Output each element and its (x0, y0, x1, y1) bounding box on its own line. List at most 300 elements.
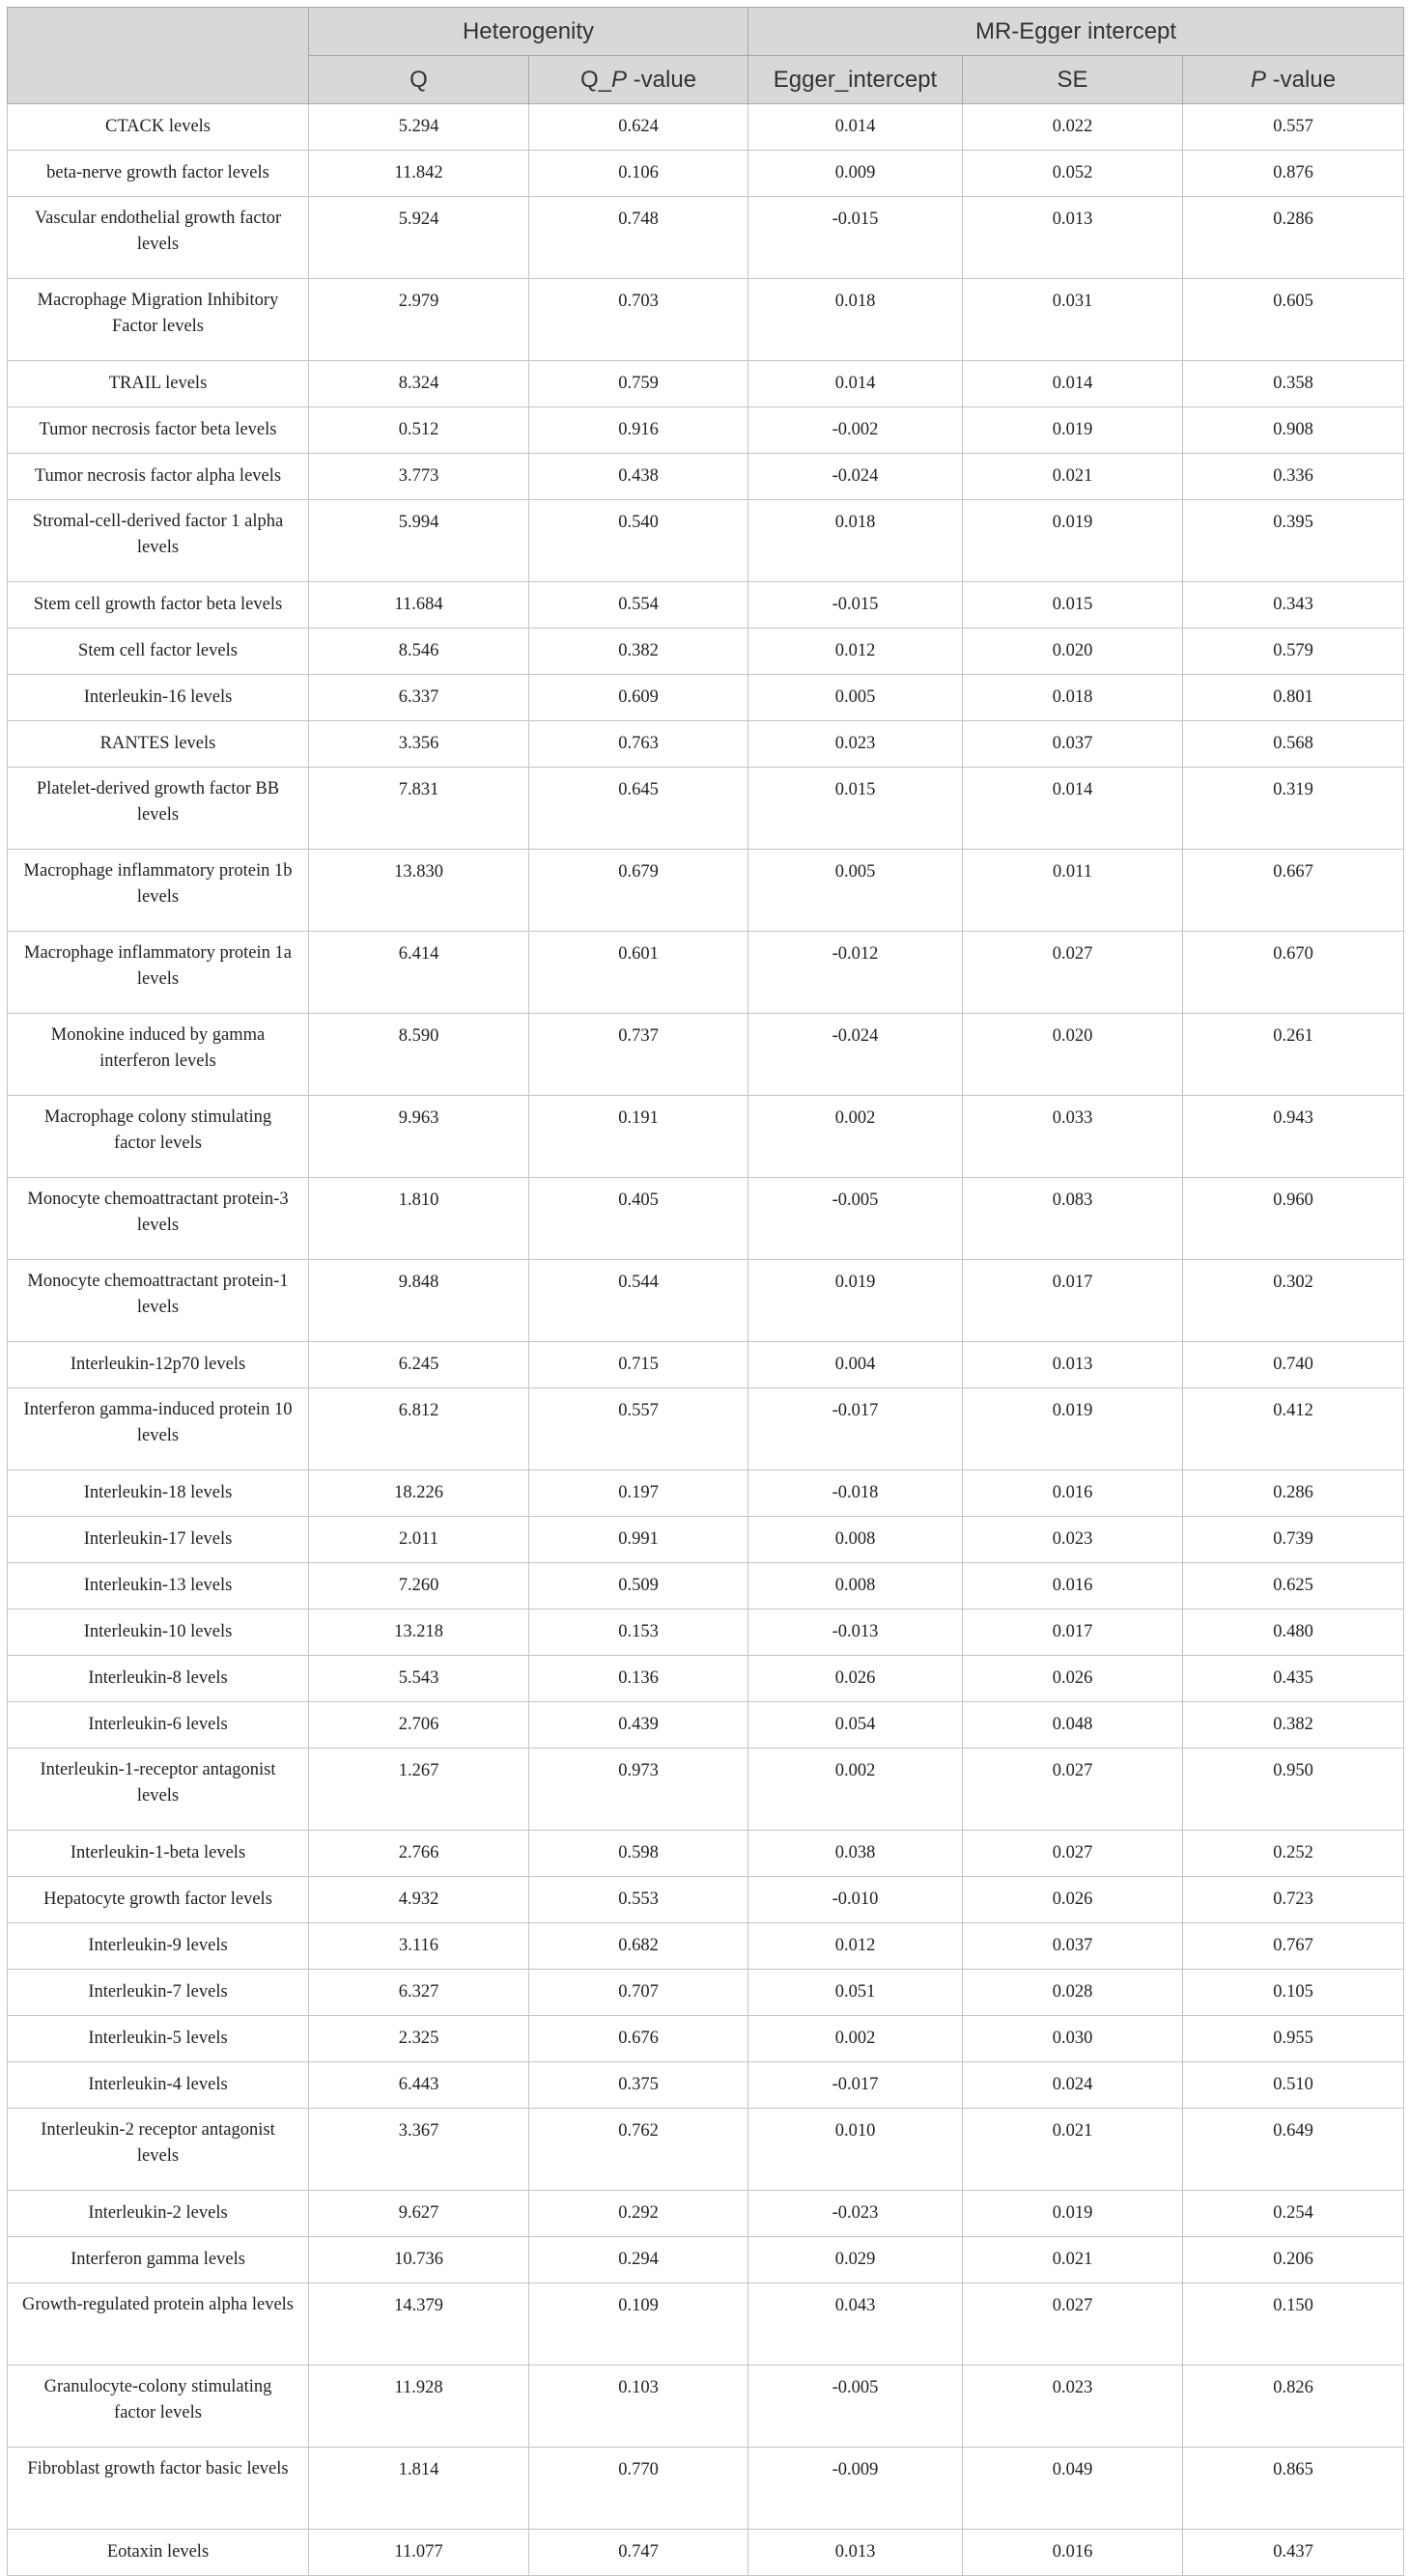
table-row (8, 582, 1404, 629)
results-table-container (7, 7, 1403, 2576)
cell-se: 0.037 (963, 1923, 1183, 1970)
cell-se: 0.018 (963, 675, 1183, 721)
cell-egger-intercept: 0.004 (748, 1342, 963, 1388)
cell-egger-intercept: -0.009 (748, 2448, 963, 2530)
cell-q: 0.512 (309, 407, 529, 454)
cell-q: 5.543 (309, 1656, 529, 1702)
cell-p-value: 0.943 (1183, 1096, 1404, 1178)
header-q-p-prefix: Q_ (579, 66, 611, 93)
cell-q-p-value: 0.109 (529, 2283, 748, 2366)
table-row (8, 1342, 1404, 1388)
cell-q: 6.337 (309, 675, 529, 721)
cell-name: Macrophage inflammatory protein 1a levels (8, 932, 309, 1014)
cell-q: 6.812 (309, 1388, 529, 1470)
cell-name: Interleukin-1-receptor antagonist levels (8, 1749, 309, 1831)
cell-se: 0.024 (963, 2062, 1183, 2109)
cell-name: Tumor necrosis factor beta levels (8, 407, 309, 454)
cell-se: 0.027 (963, 1749, 1183, 1831)
cell-p-value: 0.302 (1183, 1260, 1404, 1342)
cell-p-value: 0.510 (1183, 2062, 1404, 2109)
cell-name: Tumor necrosis factor alpha levels (8, 454, 309, 500)
table-row (8, 1970, 1404, 2016)
cell-q: 7.831 (309, 768, 529, 850)
table-row (8, 1877, 1404, 1923)
cell-egger-intercept: 0.019 (748, 1260, 963, 1342)
cell-egger-intercept: -0.005 (748, 1178, 963, 1260)
cell-egger-intercept: -0.015 (748, 582, 963, 629)
table-row (8, 768, 1404, 850)
cell-egger-intercept: 0.002 (748, 1749, 963, 1831)
header-p-suffix: -value (1266, 66, 1337, 93)
cell-name: Interleukin-10 levels (8, 1610, 309, 1656)
cell-se: 0.014 (963, 361, 1183, 407)
cell-q-p-value: 0.679 (529, 850, 748, 932)
cell-se: 0.083 (963, 1178, 1183, 1260)
cell-name: CTACK levels (8, 104, 309, 151)
table-row (8, 1923, 1404, 1970)
cell-q-p-value: 0.682 (529, 1923, 748, 1970)
cell-se: 0.027 (963, 2283, 1183, 2366)
cell-q-p-value: 0.601 (529, 932, 748, 1014)
cell-p-value: 0.723 (1183, 1877, 1404, 1923)
table-row (8, 1656, 1404, 1702)
cell-egger-intercept: 0.002 (748, 2016, 963, 2062)
cell-egger-intercept: -0.013 (748, 1610, 963, 1656)
cell-egger-intercept: -0.018 (748, 1470, 963, 1517)
cell-q: 2.766 (309, 1831, 529, 1877)
cell-se: 0.027 (963, 1831, 1183, 1877)
cell-q: 13.830 (309, 850, 529, 932)
cell-q-p-value: 0.439 (529, 1702, 748, 1749)
table-row (8, 2109, 1404, 2191)
cell-se: 0.017 (963, 1610, 1183, 1656)
table-row (8, 1610, 1404, 1656)
cell-egger-intercept: -0.012 (748, 932, 963, 1014)
cell-q: 9.627 (309, 2191, 529, 2237)
cell-name: Interleukin-1-beta levels (8, 1831, 309, 1877)
cell-egger-intercept: 0.029 (748, 2237, 963, 2283)
cell-q: 14.379 (309, 2283, 529, 2366)
cell-egger-intercept: -0.015 (748, 197, 963, 279)
cell-q-p-value: 0.715 (529, 1342, 748, 1388)
cell-q-p-value: 0.759 (529, 361, 748, 407)
cell-egger-intercept: 0.013 (748, 2530, 963, 2576)
cell-q-p-value: 0.770 (529, 2448, 748, 2530)
cell-name: Interferon gamma levels (8, 2237, 309, 2283)
table-row (8, 2237, 1404, 2283)
header-group-heterogenity: Heterogenity (309, 8, 748, 56)
cell-p-value: 0.150 (1183, 2283, 1404, 2366)
cell-p-value: 0.336 (1183, 454, 1404, 500)
cell-q: 2.325 (309, 2016, 529, 2062)
cell-q-p-value: 0.747 (529, 2530, 748, 2576)
cell-name: Interleukin-8 levels (8, 1656, 309, 1702)
cell-p-value: 0.767 (1183, 1923, 1404, 1970)
table-row (8, 1014, 1404, 1096)
cell-p-value: 0.955 (1183, 2016, 1404, 2062)
cell-q-p-value: 0.762 (529, 2109, 748, 2191)
cell-egger-intercept: 0.014 (748, 104, 963, 151)
cell-se: 0.019 (963, 407, 1183, 454)
table-row (8, 2016, 1404, 2062)
table-row (8, 361, 1404, 407)
cell-se: 0.020 (963, 1014, 1183, 1096)
cell-se: 0.016 (963, 1470, 1183, 1517)
cell-name: Eotaxin levels (8, 2530, 309, 2576)
cell-q-p-value: 0.136 (529, 1656, 748, 1702)
table-row (8, 2366, 1404, 2448)
cell-p-value: 0.667 (1183, 850, 1404, 932)
cell-egger-intercept: 0.002 (748, 1096, 963, 1178)
cell-se: 0.028 (963, 1970, 1183, 2016)
cell-q: 6.443 (309, 2062, 529, 2109)
cell-p-value: 0.579 (1183, 629, 1404, 675)
cell-egger-intercept: -0.023 (748, 2191, 963, 2237)
cell-name: Monokine induced by gamma interferon levels (8, 1014, 309, 1096)
table-row (8, 197, 1404, 279)
table-row (8, 1470, 1404, 1517)
cell-q-p-value: 0.554 (529, 582, 748, 629)
cell-egger-intercept: 0.018 (748, 500, 963, 582)
cell-egger-intercept: 0.005 (748, 850, 963, 932)
cell-name: Interleukin-12p70 levels (8, 1342, 309, 1388)
cell-q: 11.077 (309, 2530, 529, 2576)
table-row (8, 1563, 1404, 1610)
cell-egger-intercept: 0.038 (748, 1831, 963, 1877)
cell-q-p-value: 0.737 (529, 1014, 748, 1096)
table-row (8, 2448, 1404, 2530)
cell-q: 5.294 (309, 104, 529, 151)
cell-p-value: 0.950 (1183, 1749, 1404, 1831)
cell-q-p-value: 0.609 (529, 675, 748, 721)
cell-q: 3.116 (309, 1923, 529, 1970)
table-row (8, 1388, 1404, 1470)
cell-se: 0.015 (963, 582, 1183, 629)
cell-p-value: 0.876 (1183, 151, 1404, 197)
table-row (8, 721, 1404, 768)
cell-egger-intercept: -0.017 (748, 2062, 963, 2109)
cell-se: 0.031 (963, 279, 1183, 361)
cell-q: 10.736 (309, 2237, 529, 2283)
cell-q-p-value: 0.153 (529, 1610, 748, 1656)
cell-egger-intercept: 0.018 (748, 279, 963, 361)
table-row (8, 407, 1404, 454)
table-row (8, 279, 1404, 361)
cell-p-value: 0.740 (1183, 1342, 1404, 1388)
table-row (8, 629, 1404, 675)
cell-q-p-value: 0.763 (529, 721, 748, 768)
cell-name: beta-nerve growth factor levels (8, 151, 309, 197)
header-se: SE (963, 56, 1183, 104)
table-row (8, 1831, 1404, 1877)
cell-p-value: 0.319 (1183, 768, 1404, 850)
cell-q: 9.963 (309, 1096, 529, 1178)
cell-name: Macrophage Migration Inhibitory Factor levels (8, 279, 309, 361)
cell-q: 6.245 (309, 1342, 529, 1388)
cell-se: 0.021 (963, 2109, 1183, 2191)
cell-name: Vascular endothelial growth factor levels (8, 197, 309, 279)
header-q-p-suffix: -value (627, 66, 697, 93)
header-egger-intercept: Egger_intercept (748, 56, 963, 104)
cell-se: 0.023 (963, 1517, 1183, 1563)
cell-q: 4.932 (309, 1877, 529, 1923)
cell-se: 0.033 (963, 1096, 1183, 1178)
table-row (8, 1178, 1404, 1260)
cell-q: 2.011 (309, 1517, 529, 1563)
cell-se: 0.052 (963, 151, 1183, 197)
cell-egger-intercept: -0.024 (748, 1014, 963, 1096)
cell-egger-intercept: -0.024 (748, 454, 963, 500)
cell-egger-intercept: 0.010 (748, 2109, 963, 2191)
cell-egger-intercept: 0.043 (748, 2283, 963, 2366)
cell-name: Stem cell factor levels (8, 629, 309, 675)
cell-se: 0.013 (963, 1342, 1183, 1388)
cell-egger-intercept: 0.008 (748, 1563, 963, 1610)
cell-p-value: 0.826 (1183, 2366, 1404, 2448)
cell-egger-intercept: 0.012 (748, 1923, 963, 1970)
table-row (8, 2530, 1404, 2576)
cell-q-p-value: 0.707 (529, 1970, 748, 2016)
cell-q-p-value: 0.703 (529, 279, 748, 361)
cell-q-p-value: 0.540 (529, 500, 748, 582)
cell-q-p-value: 0.598 (529, 1831, 748, 1877)
cell-name: Stem cell growth factor beta levels (8, 582, 309, 629)
cell-name: TRAIL levels (8, 361, 309, 407)
cell-q: 8.546 (309, 629, 529, 675)
header-group-mr-egger: MR-Egger intercept (748, 8, 1404, 56)
table-row (8, 1749, 1404, 1831)
cell-egger-intercept: -0.002 (748, 407, 963, 454)
cell-name: Stromal-cell-derived factor 1 alpha levels (8, 500, 309, 582)
header-p-italic: P (1250, 66, 1266, 93)
cell-name: Interleukin-5 levels (8, 2016, 309, 2062)
cell-se: 0.016 (963, 1563, 1183, 1610)
cell-p-value: 0.435 (1183, 1656, 1404, 1702)
cell-q: 3.773 (309, 454, 529, 500)
cell-p-value: 0.865 (1183, 2448, 1404, 2530)
cell-q: 11.842 (309, 151, 529, 197)
cell-q-p-value: 0.382 (529, 629, 748, 675)
cell-name: Growth-regulated protein alpha levels (8, 2283, 309, 2366)
cell-name: Interleukin-18 levels (8, 1470, 309, 1517)
table-row (8, 1517, 1404, 1563)
table-header (8, 8, 1404, 104)
table-row (8, 454, 1404, 500)
cell-q: 9.848 (309, 1260, 529, 1342)
cell-name: Interleukin-2 receptor antagonist levels (8, 2109, 309, 2191)
cell-q: 7.260 (309, 1563, 529, 1610)
table-row (8, 2283, 1404, 2366)
cell-egger-intercept: 0.012 (748, 629, 963, 675)
table-row (8, 2062, 1404, 2109)
cell-q-p-value: 0.557 (529, 1388, 748, 1470)
cell-p-value: 0.382 (1183, 1702, 1404, 1749)
cell-egger-intercept: 0.054 (748, 1702, 963, 1749)
cell-se: 0.023 (963, 2366, 1183, 2448)
cell-p-value: 0.286 (1183, 1470, 1404, 1517)
cell-p-value: 0.437 (1183, 2530, 1404, 2576)
cell-p-value: 0.625 (1183, 1563, 1404, 1610)
cell-q: 3.356 (309, 721, 529, 768)
cell-q: 18.226 (309, 1470, 529, 1517)
cell-egger-intercept: 0.008 (748, 1517, 963, 1563)
cell-p-value: 0.254 (1183, 2191, 1404, 2237)
cell-se: 0.013 (963, 197, 1183, 279)
table-row (8, 932, 1404, 1014)
cell-se: 0.019 (963, 2191, 1183, 2237)
cell-q: 1.814 (309, 2448, 529, 2530)
header-p-value (1183, 56, 1404, 104)
cell-se: 0.021 (963, 454, 1183, 500)
cell-p-value: 0.801 (1183, 675, 1404, 721)
cell-name: Interleukin-9 levels (8, 1923, 309, 1970)
cell-p-value: 0.252 (1183, 1831, 1404, 1877)
cell-p-value: 0.358 (1183, 361, 1404, 407)
cell-q-p-value: 0.294 (529, 2237, 748, 2283)
cell-se: 0.048 (963, 1702, 1183, 1749)
table-row (8, 500, 1404, 582)
cell-se: 0.026 (963, 1656, 1183, 1702)
cell-q: 11.928 (309, 2366, 529, 2448)
cell-p-value: 0.605 (1183, 279, 1404, 361)
cell-name: Fibroblast growth factor basic levels (8, 2448, 309, 2530)
cell-q-p-value: 0.676 (529, 2016, 748, 2062)
table-row (8, 1702, 1404, 1749)
cell-q-p-value: 0.375 (529, 2062, 748, 2109)
cell-q-p-value: 0.645 (529, 768, 748, 850)
cell-name: Interleukin-2 levels (8, 2191, 309, 2237)
cell-q-p-value: 0.973 (529, 1749, 748, 1831)
cell-name: RANTES levels (8, 721, 309, 768)
cell-q-p-value: 0.106 (529, 151, 748, 197)
cell-se: 0.019 (963, 500, 1183, 582)
cell-se: 0.021 (963, 2237, 1183, 2283)
cell-se: 0.014 (963, 768, 1183, 850)
cell-q: 8.324 (309, 361, 529, 407)
cell-p-value: 0.557 (1183, 104, 1404, 151)
cell-egger-intercept: 0.023 (748, 721, 963, 768)
cell-name: Macrophage colony stimulating factor levels (8, 1096, 309, 1178)
cell-name: Interleukin-17 levels (8, 1517, 309, 1563)
cell-q-p-value: 0.197 (529, 1470, 748, 1517)
cell-se: 0.020 (963, 629, 1183, 675)
cell-egger-intercept: 0.014 (748, 361, 963, 407)
cell-se: 0.026 (963, 1877, 1183, 1923)
cell-q: 5.924 (309, 197, 529, 279)
cell-q-p-value: 0.438 (529, 454, 748, 500)
header-q: Q (309, 56, 529, 104)
cell-p-value: 0.395 (1183, 500, 1404, 582)
cell-se: 0.016 (963, 2530, 1183, 2576)
cell-p-value: 0.960 (1183, 1178, 1404, 1260)
cell-se: 0.011 (963, 850, 1183, 932)
cell-name: Macrophage inflammatory protein 1b levels (8, 850, 309, 932)
cell-q: 11.684 (309, 582, 529, 629)
cell-p-value: 0.412 (1183, 1388, 1404, 1470)
cell-p-value: 0.908 (1183, 407, 1404, 454)
cell-q-p-value: 0.191 (529, 1096, 748, 1178)
cell-q-p-value: 0.916 (529, 407, 748, 454)
cell-q: 6.414 (309, 932, 529, 1014)
cell-q: 1.267 (309, 1749, 529, 1831)
header-blank-cell (8, 8, 309, 104)
table-row (8, 1260, 1404, 1342)
cell-egger-intercept: -0.010 (748, 1877, 963, 1923)
cell-q-p-value: 0.991 (529, 1517, 748, 1563)
cell-name: Monocyte chemoattractant protein-3 levels (8, 1178, 309, 1260)
table-row (8, 850, 1404, 932)
cell-p-value: 0.206 (1183, 2237, 1404, 2283)
cell-name: Monocyte chemoattractant protein-1 levels (8, 1260, 309, 1342)
cell-q-p-value: 0.748 (529, 197, 748, 279)
cell-q: 13.218 (309, 1610, 529, 1656)
cell-egger-intercept: 0.051 (748, 1970, 963, 2016)
results-table (7, 7, 1404, 2576)
cell-name: Interleukin-7 levels (8, 1970, 309, 2016)
cell-p-value: 0.343 (1183, 582, 1404, 629)
cell-q: 1.810 (309, 1178, 529, 1260)
cell-name: Interleukin-4 levels (8, 2062, 309, 2109)
table-row (8, 1096, 1404, 1178)
cell-name: Interleukin-6 levels (8, 1702, 309, 1749)
cell-q-p-value: 0.553 (529, 1877, 748, 1923)
cell-se: 0.022 (963, 104, 1183, 151)
cell-q-p-value: 0.624 (529, 104, 748, 151)
cell-q: 5.994 (309, 500, 529, 582)
cell-p-value: 0.649 (1183, 2109, 1404, 2191)
cell-q: 2.979 (309, 279, 529, 361)
header-q-p-italic: P (610, 66, 627, 93)
cell-name: Hepatocyte growth factor levels (8, 1877, 309, 1923)
cell-q-p-value: 0.103 (529, 2366, 748, 2448)
header-row-groups (8, 8, 1404, 56)
table-row (8, 104, 1404, 151)
cell-q-p-value: 0.405 (529, 1178, 748, 1260)
cell-se: 0.017 (963, 1260, 1183, 1342)
header-q-p-value (529, 56, 748, 104)
cell-name: Interleukin-16 levels (8, 675, 309, 721)
table-row (8, 675, 1404, 721)
cell-q: 2.706 (309, 1702, 529, 1749)
cell-p-value: 0.261 (1183, 1014, 1404, 1096)
cell-egger-intercept: 0.009 (748, 151, 963, 197)
cell-name: Interleukin-13 levels (8, 1563, 309, 1610)
cell-egger-intercept: 0.015 (748, 768, 963, 850)
cell-q: 8.590 (309, 1014, 529, 1096)
cell-q: 3.367 (309, 2109, 529, 2191)
cell-q: 6.327 (309, 1970, 529, 2016)
table-row (8, 151, 1404, 197)
table-body (8, 104, 1404, 2576)
cell-egger-intercept: 0.026 (748, 1656, 963, 1702)
cell-q-p-value: 0.544 (529, 1260, 748, 1342)
cell-se: 0.037 (963, 721, 1183, 768)
table-row (8, 2191, 1404, 2237)
cell-name: Granulocyte-colony stimulating factor levels (8, 2366, 309, 2448)
cell-se: 0.030 (963, 2016, 1183, 2062)
cell-q-p-value: 0.292 (529, 2191, 748, 2237)
cell-se: 0.019 (963, 1388, 1183, 1470)
cell-p-value: 0.568 (1183, 721, 1404, 768)
cell-p-value: 0.480 (1183, 1610, 1404, 1656)
cell-egger-intercept: -0.005 (748, 2366, 963, 2448)
cell-p-value: 0.105 (1183, 1970, 1404, 2016)
cell-name: Interferon gamma-induced protein 10 levels (8, 1388, 309, 1470)
cell-se: 0.027 (963, 932, 1183, 1014)
cell-p-value: 0.286 (1183, 197, 1404, 279)
cell-egger-intercept: -0.017 (748, 1388, 963, 1470)
cell-p-value: 0.739 (1183, 1517, 1404, 1563)
